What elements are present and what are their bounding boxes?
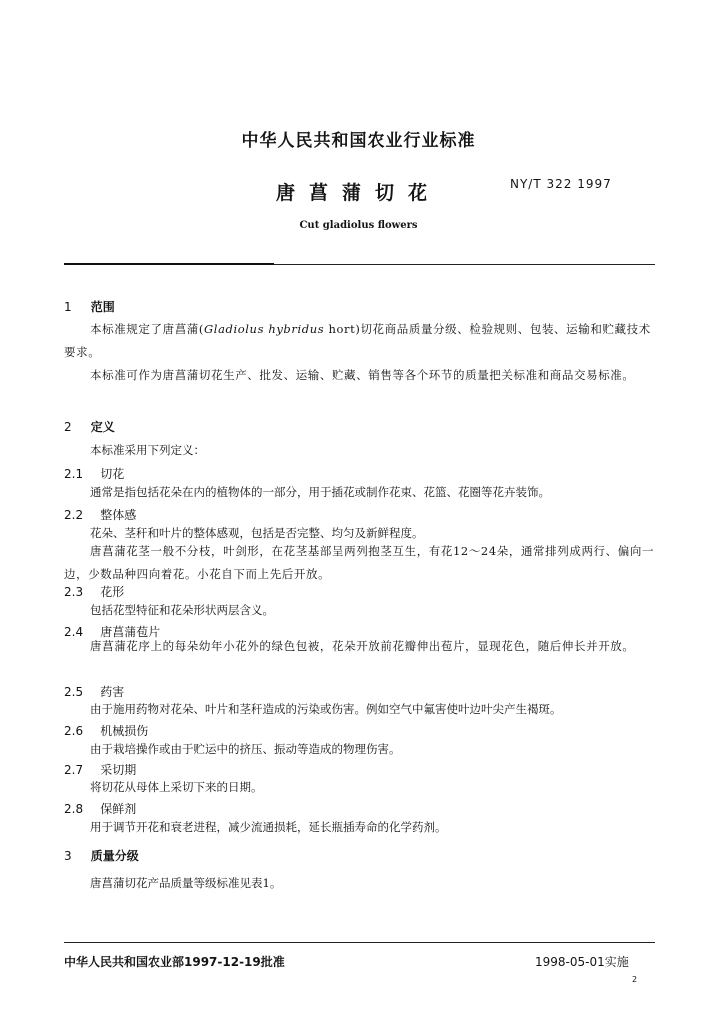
subsection-title: 采切期 xyxy=(100,763,137,777)
subsection-2-2-text: 花朵、茎秆和叶片的整体感观，包括是否完整、均匀及新鲜程度。 xyxy=(90,526,424,540)
subsection-title: 切花 xyxy=(100,467,125,481)
subsection-2-2-heading xyxy=(64,504,136,523)
section-1-paragraph-1 xyxy=(64,318,655,364)
subsection-number: 2.8 xyxy=(64,802,84,816)
subsection-2-3-heading xyxy=(64,581,124,600)
section-3-heading xyxy=(64,845,139,864)
subsection-2-5-text: 由于施用药物对花朵、叶片和茎秆造成的污染或伤害。例如空气中氟害使叶边叶尖产生褐斑。 xyxy=(90,702,562,716)
paragraph-text: hort)切花商品质量分级、检验规则、包装、运输和贮藏技术要求。 xyxy=(64,322,651,359)
section-number: 3 xyxy=(64,849,72,863)
subsection-number: 2.4 xyxy=(64,625,84,639)
footer-divider xyxy=(64,942,655,943)
section-title: 范围 xyxy=(90,300,115,314)
subsection-2-8-text: 用于调节开花和衰老进程，减少流通损耗，延长瓶插寿命的化学药剂。 xyxy=(90,820,447,834)
subsection-2-3-text: 包括花型特征和花朵形状两层含义。 xyxy=(90,603,274,617)
subsection-2-6-text: 由于栽培操作或由于贮运中的挤压、振动等造成的物理伤害。 xyxy=(90,742,401,756)
subsection-title: 唐菖蒲苞片 xyxy=(100,625,161,639)
issuer-approval: 中华人民共和国农业部1997-12-19批准 xyxy=(64,955,285,969)
paragraph-text: 本标准规定了唐菖蒲( xyxy=(90,322,204,336)
subsection-2-1-heading xyxy=(64,463,124,482)
latin-name: Gladiolus hybridus xyxy=(204,322,325,336)
section-title: 质量分级 xyxy=(90,849,139,863)
subsection-2-6-heading xyxy=(64,720,148,739)
effective-date: 1998-05-01实施 xyxy=(535,955,629,969)
section-2-heading xyxy=(64,416,115,435)
section-number: 2 xyxy=(64,420,72,434)
subsection-number: 2.2 xyxy=(64,508,84,522)
subsection-2-7-text: 将切花从母体上采切下来的日期。 xyxy=(90,780,263,794)
section-number: 1 xyxy=(64,300,72,314)
section-title: 定义 xyxy=(90,420,115,434)
subsection-2-2-text-2: 唐菖蒲花茎一般不分枝，叶剑形，在花茎基部呈两列抱茎互生，有花12～24朵，通常排列成两行、偏向一边，少数品种四向着花。小花自下而上先后开放。 xyxy=(64,544,655,581)
section-2-intro: 本标准采用下列定义： xyxy=(90,443,205,457)
subsection-2-8-heading xyxy=(64,798,136,817)
subsection-number: 2.5 xyxy=(64,685,84,699)
page-number: 2 xyxy=(632,975,638,984)
subsection-title: 花形 xyxy=(100,585,125,599)
standard-category-title: 中华人民共和国农业行业标准 xyxy=(241,131,476,151)
subsection-2-4-text: 唐菖蒲花序上的每朵幼年小花外的绿色包被，花朵开放前花瓣伸出苞片，显现花色，随后伸长并开放。 xyxy=(90,639,635,653)
subsection-number: 2.3 xyxy=(64,585,84,599)
subsection-number: 2.6 xyxy=(64,724,84,738)
header-divider-accent xyxy=(64,263,274,265)
english-title: Cut gladiolus flowers xyxy=(299,220,418,231)
document-title: 唐菖蒲切花 xyxy=(275,182,441,204)
subsection-title: 药害 xyxy=(100,685,125,699)
section-3-text: 唐菖蒲切花产品质量等级标准见表1。 xyxy=(90,876,282,890)
section-1-paragraph-2: 本标准可作为唐菖蒲切花生产、批发、运输、贮藏、销售等各个环节的质量把关标准和商品交易标准。 xyxy=(90,368,635,382)
subsection-title: 整体感 xyxy=(100,508,137,522)
subsection-number: 2.7 xyxy=(64,763,84,777)
subsection-title: 保鲜剂 xyxy=(100,802,137,816)
subsection-2-1-text: 通常是指包括花朵在内的植物体的一部分，用于插花或制作花束、花篮、花圈等花卉装饰。 xyxy=(90,485,550,499)
standard-number: NY/T 322 1997 xyxy=(510,177,612,191)
subsection-number: 2.1 xyxy=(64,467,84,481)
subsection-title: 机械损伤 xyxy=(100,724,149,738)
subsection-2-7-heading xyxy=(64,759,136,778)
subsection-2-5-heading xyxy=(64,681,124,700)
section-1-heading xyxy=(64,296,115,315)
